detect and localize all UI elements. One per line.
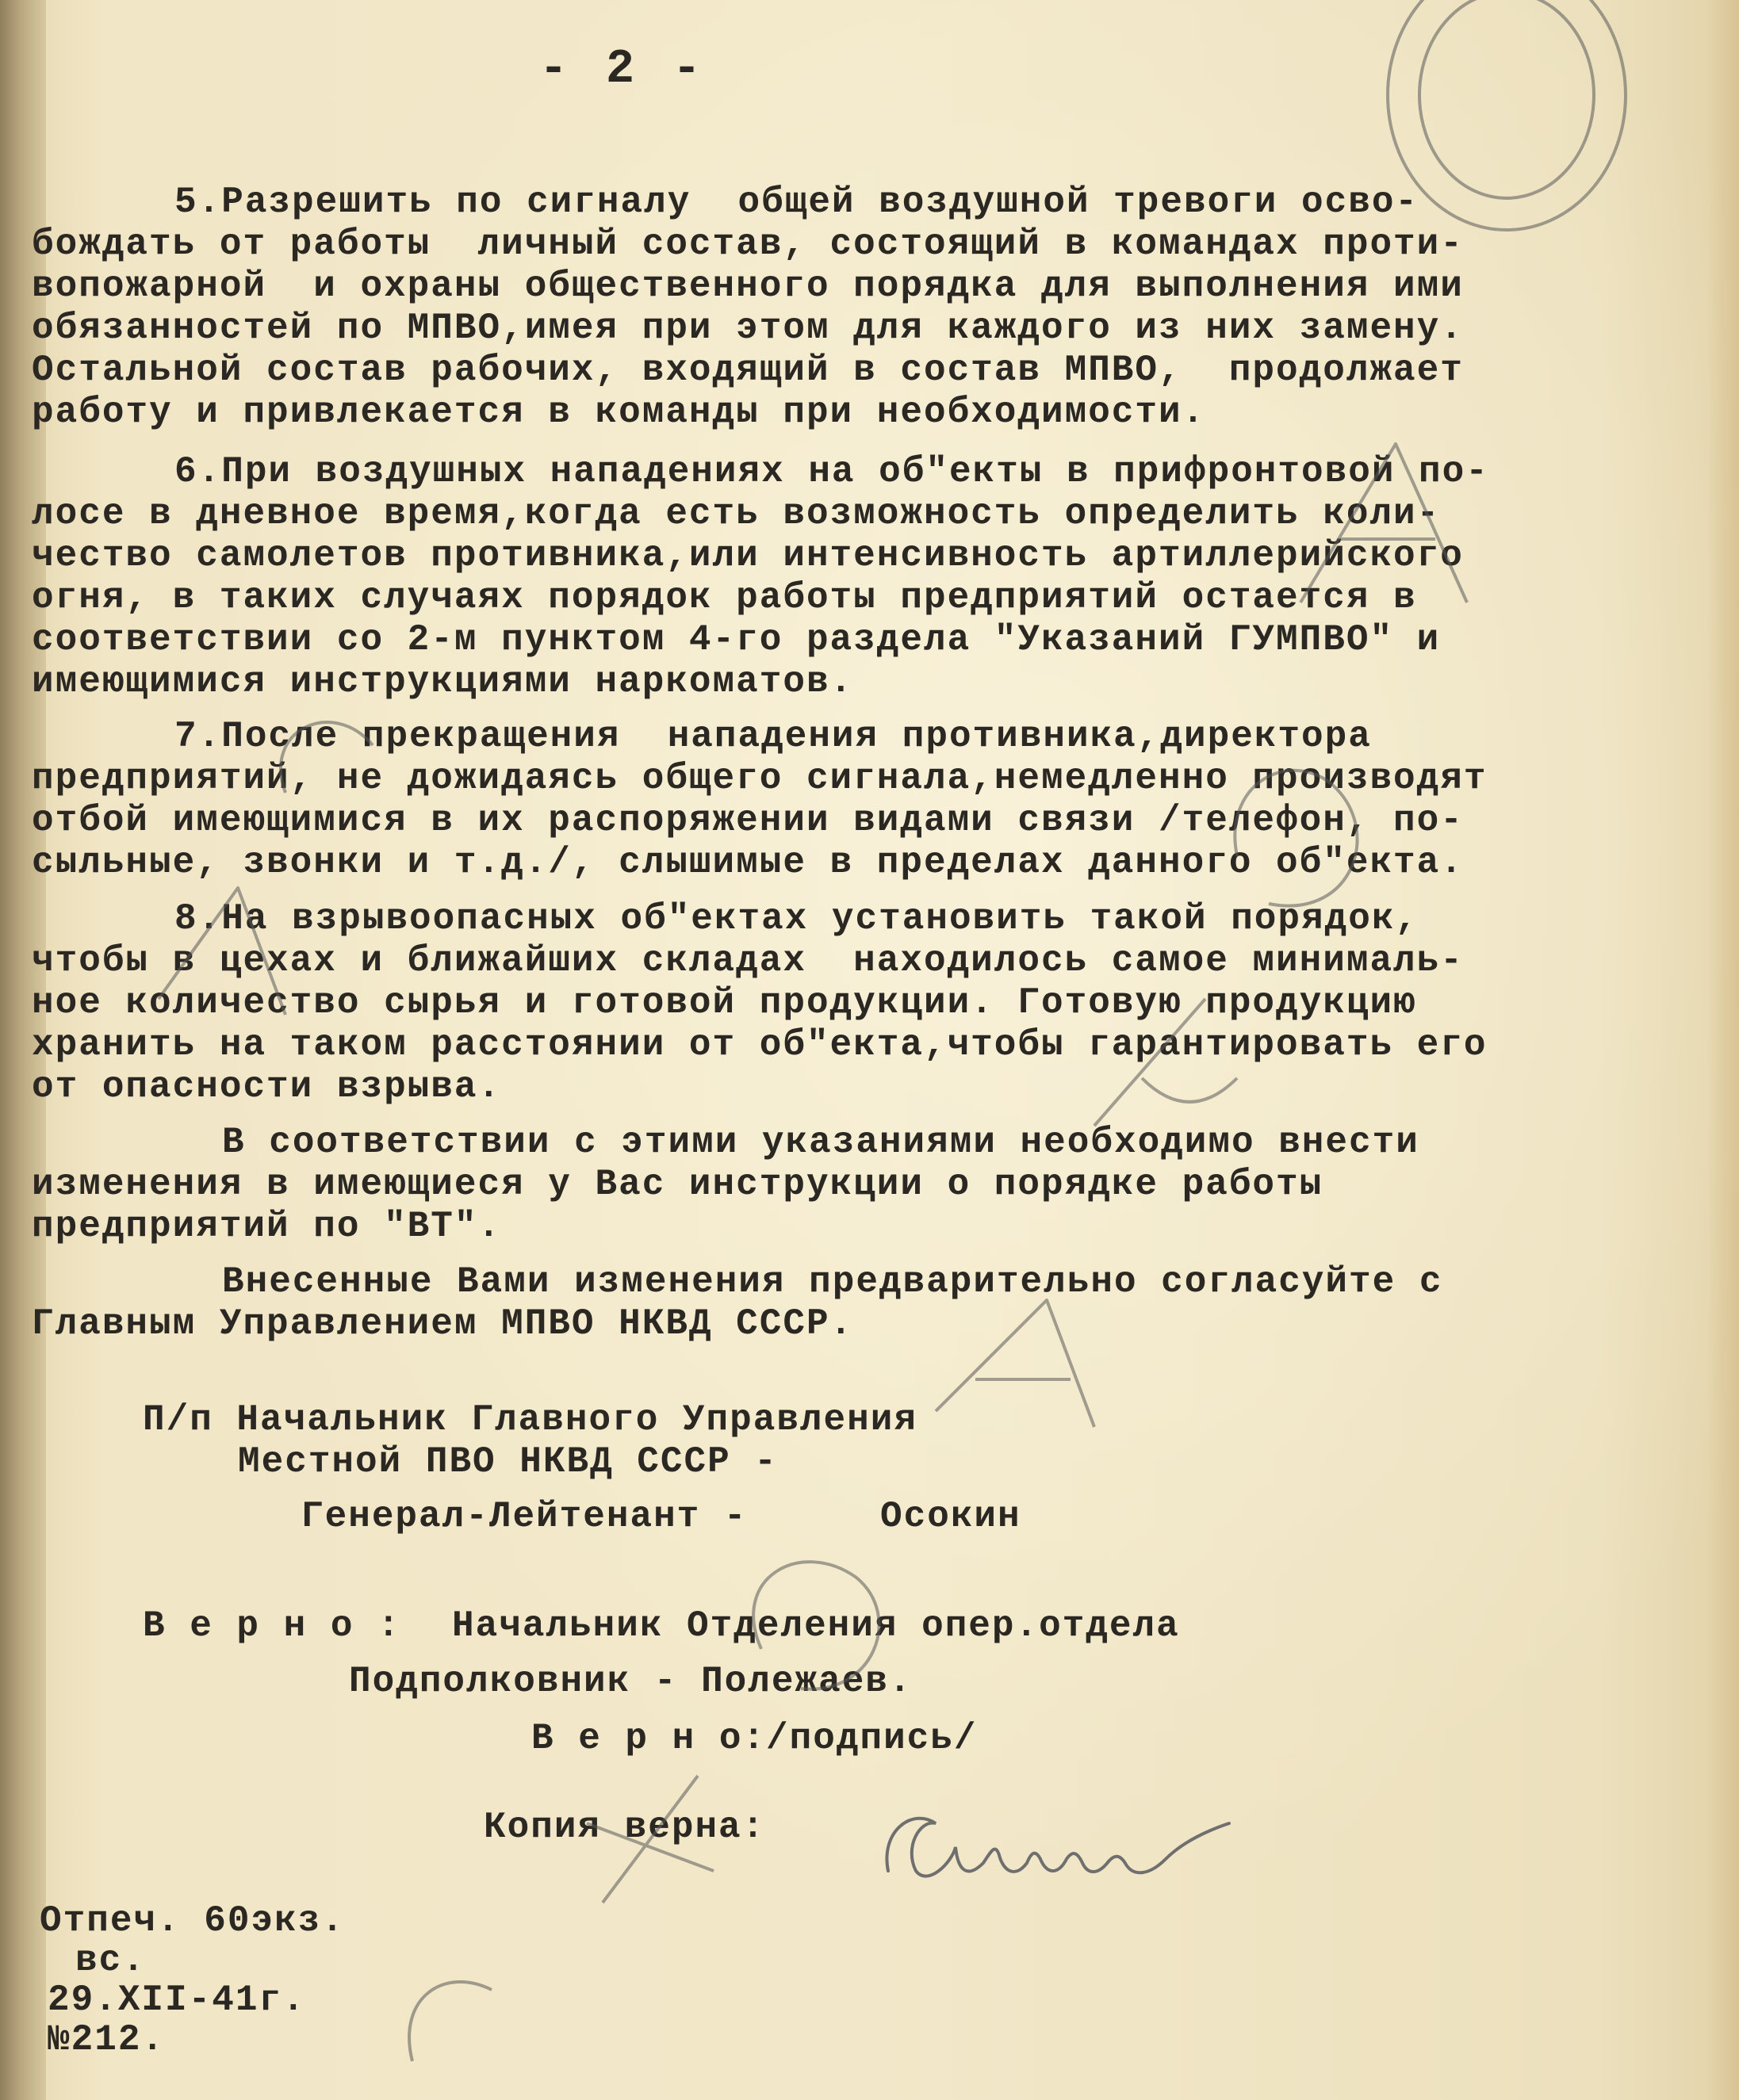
paragraph-7-line-1: 7.После прекращения нападения противника,директора xyxy=(174,716,1372,757)
paragraph-6-line-1: 6.При воздушных нападениях на об"екты в прифронтовой по- xyxy=(174,451,1489,492)
paragraph-9-line-3: предприятий по "ВТ". xyxy=(32,1206,502,1247)
paragraph-9-line-2: изменения в имеющиеся у Вас инструкции о порядке работы xyxy=(32,1164,1323,1205)
footer-copies: Отпеч. 60экз. xyxy=(40,1900,345,1941)
footer-number: №212. xyxy=(48,2019,166,2060)
signatory-rank: Генерал-Лейтенант - xyxy=(301,1496,748,1537)
paragraph-7-line-2: предприятий, не дожидаясь общего сигнала,немедленно производят xyxy=(32,758,1488,799)
verno-certifier-title: Начальник Отделения опер.отдела xyxy=(452,1605,1180,1647)
signatory-name: Осокин xyxy=(880,1496,1021,1537)
handwritten-signature xyxy=(856,1776,1300,1918)
paragraph-6-line-3: чество самолетов противника,или интенсивность артиллерийского xyxy=(32,535,1464,576)
paragraph-8-line-5: от опасности взрыва. xyxy=(32,1066,502,1107)
paragraph-7-line-4: сыльные, звонки и т.д./, слышимые в пределах данного об"екта. xyxy=(32,842,1464,883)
paragraph-5-line-3: вопожарной и охраны общественного порядка для выполнения ими xyxy=(32,266,1464,307)
paragraph-6-line-5: соответствии со 2-м пунктом 4-го раздела "Указаний ГУМПВО" и xyxy=(32,619,1441,660)
footer-initials: вс. xyxy=(75,1940,146,1981)
signatory-title-line-2: Местной ПВО НКВД СССР - xyxy=(238,1441,778,1482)
copy-certified-label: Копия верна: xyxy=(484,1807,766,1848)
paragraph-8-line-3: ное количество сырья и готовой продукции. Готовую продукцию xyxy=(32,982,1417,1023)
footer-date: 29.XII-41г. xyxy=(48,1980,306,2021)
paragraph-6-line-4: огня, в таких случаях порядок работы предприятий остается в xyxy=(32,577,1417,618)
verno-label: В е р н о : xyxy=(143,1605,401,1647)
paragraph-5-line-6: работу и привлекается в команды при необходимости. xyxy=(32,392,1206,433)
verno-signature-note: В е р н о:/подпись/ xyxy=(531,1718,978,1759)
signatory-title-line-1: П/п Начальник Главного Управления xyxy=(143,1399,917,1440)
paragraph-5-line-1: 5.Разрешить по сигналу общей воздушной тревоги осво- xyxy=(174,182,1419,223)
paragraph-9-line-1: В соответствии с этими указаниями необходимо внести xyxy=(222,1122,1419,1163)
paragraph-8-line-2: чтобы в цехах и ближайших складах находилось самое минималь- xyxy=(32,940,1464,981)
paragraph-5-line-5: Остальной состав рабочих, входящий в состав МПВО, продолжает xyxy=(32,350,1464,391)
page-edge-shadow xyxy=(1707,0,1739,2100)
paragraph-5-line-4: обязанностей по МПВО,имея при этом для каждого из них замену. xyxy=(32,308,1464,349)
paragraph-5-line-2: бождать от работы личный состав, состоящий в командах проти- xyxy=(32,224,1464,265)
paragraph-10-line-1: Внесенные Вами изменения предварительно согласуйте с xyxy=(222,1261,1443,1302)
paragraph-6-line-2: лосе в дневное время,когда есть возможность определить коли- xyxy=(32,493,1441,534)
paragraph-10-line-2: Главным Управлением МПВО НКВД СССР. xyxy=(32,1303,854,1345)
page-number: - 2 - xyxy=(539,43,707,97)
paragraph-8-line-1: 8.На взрывоопасных об"ектах установить такой порядок, xyxy=(174,898,1419,939)
paragraph-7-line-3: отбой имеющимися в их распоряжении видами связи /телефон, по- xyxy=(32,800,1464,841)
paragraph-6-line-6: имеющимися инструкциями наркоматов. xyxy=(32,661,854,702)
verno-certifier-name: Подполковник - Полежаев. xyxy=(349,1661,913,1702)
paragraph-8-line-4: хранить на таком расстоянии от об"екта,чтобы гарантировать его xyxy=(32,1024,1488,1065)
